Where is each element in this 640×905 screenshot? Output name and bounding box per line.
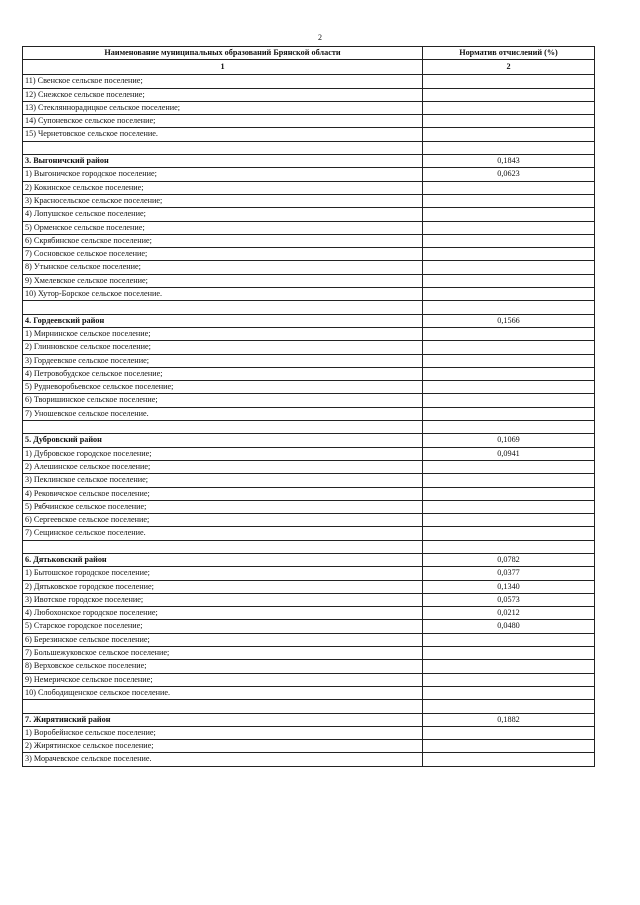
column-number-1: 1 (23, 60, 423, 75)
norm-value: 0,0573 (423, 593, 595, 606)
norm-value (423, 274, 595, 287)
municipality-name: 3) Красносельское сельское поселение; (23, 194, 423, 207)
norm-value: 0,0377 (423, 567, 595, 580)
municipality-name: 11) Свенское сельское поселение; (23, 75, 423, 88)
municipality-name (23, 421, 423, 434)
municipality-name: 2) Дятьковское городское поселение; (23, 580, 423, 593)
table-row (23, 88, 595, 101)
blank-row (23, 301, 595, 314)
municipality-name: 6) Сергеевское сельское поселение; (23, 514, 423, 527)
table-row (23, 753, 595, 766)
municipality-name: 13) Стекляннорадицкое сельское поселение; (23, 101, 423, 114)
table-row (23, 686, 595, 699)
municipality-name: 7) Уношевское сельское поселение. (23, 407, 423, 420)
municipality-name: 5) Рудневоробьевское сельское поселение; (23, 381, 423, 394)
district-row (23, 155, 595, 168)
municipality-name (23, 141, 423, 154)
norm-value (423, 221, 595, 234)
norm-value (423, 514, 595, 527)
municipality-name (23, 540, 423, 553)
norm-value (423, 248, 595, 261)
table-row (23, 101, 595, 114)
municipality-name: 3) Гордеевское сельское поселение; (23, 354, 423, 367)
municipality-name: 1) Мирнинское сельское поселение; (23, 327, 423, 340)
norms-table (22, 46, 595, 767)
norm-value (423, 327, 595, 340)
norm-value (423, 740, 595, 753)
municipality-name: 9) Хмелевское сельское поселение; (23, 274, 423, 287)
norm-value (423, 700, 595, 713)
municipality-name: 14) Супоневское сельское поселение; (23, 115, 423, 128)
norm-value (423, 88, 595, 101)
table-row (23, 75, 595, 88)
municipality-name: 2) Жирятинское сельское поселение; (23, 740, 423, 753)
norm-value (423, 101, 595, 114)
page-number: 2 (318, 33, 322, 42)
municipality-name: 2) Глинновское сельское поселение; (23, 341, 423, 354)
table-row (23, 726, 595, 739)
norm-value (423, 354, 595, 367)
municipality-name: 6) Скрябинское сельское поселение; (23, 234, 423, 247)
norm-value (423, 407, 595, 420)
municipality-name: 7) Сещинское сельское поселение. (23, 527, 423, 540)
table-row (23, 514, 595, 527)
table-row (23, 234, 595, 247)
norm-value (423, 301, 595, 314)
norm-value (423, 540, 595, 553)
header-norm: Норматив отчислений (%) (423, 47, 595, 60)
table-row (23, 527, 595, 540)
table-row (23, 341, 595, 354)
norm-value (423, 487, 595, 500)
table-row (23, 673, 595, 686)
blank-row (23, 700, 595, 713)
norm-value: 0,0212 (423, 607, 595, 620)
municipality-name: 7. Жирятинский район (23, 713, 423, 726)
municipality-name: 3) Ивотское городское поселение; (23, 593, 423, 606)
table-row (23, 620, 595, 633)
municipality-name: 1) Выгоничское городское поселение; (23, 168, 423, 181)
municipality-name: 1) Воробейнское сельское поселение; (23, 726, 423, 739)
table-row (23, 580, 595, 593)
header-municipality: Наименование муниципальных образований Брянской области (23, 47, 423, 60)
norm-value (423, 128, 595, 141)
district-row (23, 314, 595, 327)
norm-value (423, 673, 595, 686)
municipality-name: 7) Сосновское сельское поселение; (23, 248, 423, 261)
table-row (23, 474, 595, 487)
norm-value (423, 194, 595, 207)
municipality-name (23, 301, 423, 314)
table-row (23, 181, 595, 194)
norm-value (423, 234, 595, 247)
table-row (23, 327, 595, 340)
norm-value (423, 633, 595, 646)
municipality-name: 3) Пеклинское сельское поселение; (23, 474, 423, 487)
norm-value (423, 474, 595, 487)
table-row (23, 288, 595, 301)
norm-value (423, 288, 595, 301)
table-row (23, 500, 595, 513)
municipality-name: 3. Выгоничский район (23, 155, 423, 168)
municipality-name: 6) Березинское сельское поселение; (23, 633, 423, 646)
norm-value (423, 753, 595, 766)
column-number-row (23, 60, 595, 75)
norm-value (423, 686, 595, 699)
column-number-2: 2 (423, 60, 595, 75)
norm-value: 0,1843 (423, 155, 595, 168)
table-row (23, 407, 595, 420)
municipality-name: 1) Бытошское городское поселение; (23, 567, 423, 580)
table-row (23, 274, 595, 287)
norm-value: 0,0623 (423, 168, 595, 181)
norm-value (423, 381, 595, 394)
norm-value (423, 500, 595, 513)
municipality-name: 12) Снежское сельское поселение; (23, 88, 423, 101)
municipality-name: 2) Алешинское сельское поселение; (23, 460, 423, 473)
municipality-name: 3) Морачевское сельское поселение. (23, 753, 423, 766)
municipality-name: 1) Дубровское городское поселение; (23, 447, 423, 460)
table-body (23, 75, 595, 766)
norm-value (423, 367, 595, 380)
table-row (23, 394, 595, 407)
norm-value (423, 75, 595, 88)
norm-value (423, 421, 595, 434)
municipality-name: 8) Утынское сельское поселение; (23, 261, 423, 274)
table-row (23, 367, 595, 380)
norm-value (423, 115, 595, 128)
municipality-name: 4. Гордеевский район (23, 314, 423, 327)
table-row (23, 354, 595, 367)
norm-value (423, 460, 595, 473)
blank-row (23, 421, 595, 434)
table-header-row (23, 47, 595, 60)
norm-value (423, 208, 595, 221)
municipality-name: 8) Верховское сельское поселение; (23, 660, 423, 673)
municipality-name: 7) Большежуковское сельское поселение; (23, 647, 423, 660)
municipality-name: 4) Лопушское сельское поселение; (23, 208, 423, 221)
norm-value (423, 341, 595, 354)
municipality-name: 9) Немеричское сельское поселение; (23, 673, 423, 686)
norm-value (423, 660, 595, 673)
municipality-name: 4) Любохонское городское поселение; (23, 607, 423, 620)
table-row (23, 660, 595, 673)
table-row (23, 460, 595, 473)
table-row (23, 115, 595, 128)
table-row (23, 633, 595, 646)
municipality-name: 5. Дубровский район (23, 434, 423, 447)
municipality-name: 2) Кокинское сельское поселение; (23, 181, 423, 194)
norm-value: 0,0941 (423, 447, 595, 460)
district-row (23, 713, 595, 726)
table-row (23, 261, 595, 274)
norm-value (423, 141, 595, 154)
norm-value (423, 726, 595, 739)
municipality-name: 10) Хутор-Борское сельское поселение. (23, 288, 423, 301)
table-row (23, 208, 595, 221)
norm-value: 0,1340 (423, 580, 595, 593)
table-row (23, 740, 595, 753)
norm-value: 0,1882 (423, 713, 595, 726)
municipality-name: 6. Дятьковский район (23, 553, 423, 566)
municipality-name: 4) Петровобудское сельское поселение; (23, 367, 423, 380)
table-row (23, 381, 595, 394)
norm-value: 0,1069 (423, 434, 595, 447)
table-row (23, 593, 595, 606)
norm-value: 0,0480 (423, 620, 595, 633)
blank-row (23, 540, 595, 553)
table-row (23, 567, 595, 580)
table-row (23, 447, 595, 460)
norm-value (423, 181, 595, 194)
norm-value (423, 394, 595, 407)
norm-value: 0,1566 (423, 314, 595, 327)
table-row (23, 168, 595, 181)
table-row (23, 487, 595, 500)
district-row (23, 553, 595, 566)
norm-value: 0,0782 (423, 553, 595, 566)
municipality-name (23, 700, 423, 713)
municipality-name: 5) Рябчинское сельское поселение; (23, 500, 423, 513)
table-row (23, 647, 595, 660)
norm-value (423, 527, 595, 540)
table-row (23, 248, 595, 261)
district-row (23, 434, 595, 447)
municipality-name: 6) Творишинское сельское поселение; (23, 394, 423, 407)
table-row (23, 128, 595, 141)
municipality-name: 10) Слободищенское сельское поселение. (23, 686, 423, 699)
municipality-name: 5) Орменское сельское поселение; (23, 221, 423, 234)
table-row (23, 607, 595, 620)
table-row (23, 221, 595, 234)
municipality-name: 5) Старское городское поселение; (23, 620, 423, 633)
norm-value (423, 647, 595, 660)
table-row (23, 194, 595, 207)
blank-row (23, 141, 595, 154)
municipality-name: 15) Чернетовское сельское поселение. (23, 128, 423, 141)
municipality-name: 4) Рековичское сельское поселение; (23, 487, 423, 500)
norm-value (423, 261, 595, 274)
